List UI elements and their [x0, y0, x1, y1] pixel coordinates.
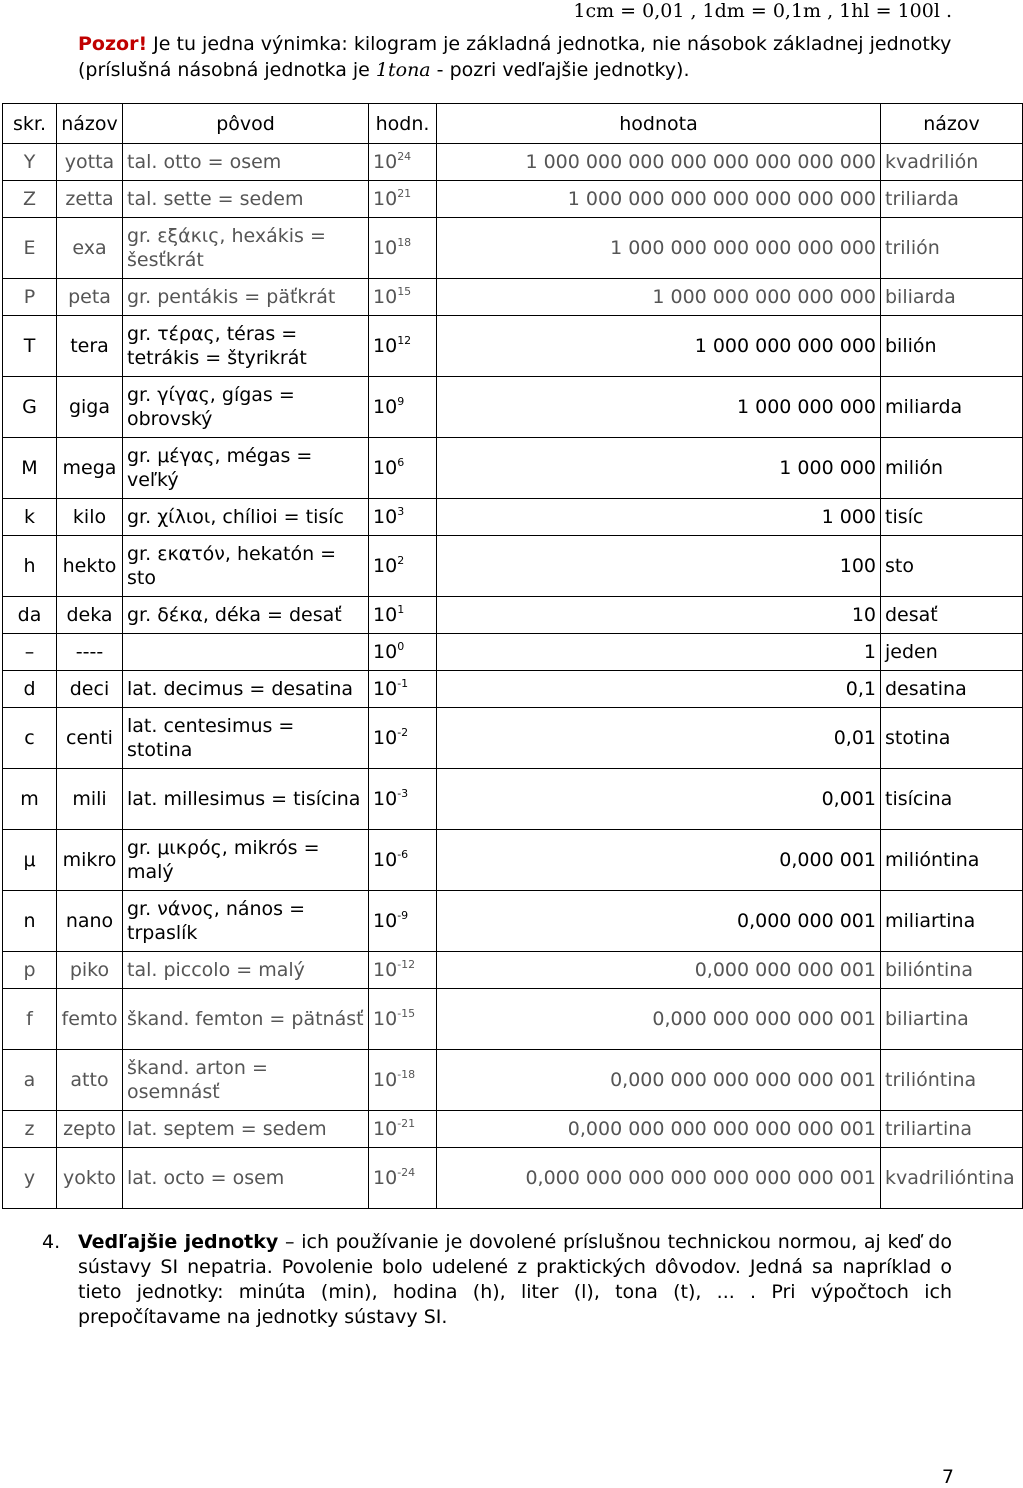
prefix-symbol: a — [3, 1050, 57, 1111]
prefix-exponent: 21 — [397, 187, 412, 200]
header-cell: pôvod — [123, 104, 369, 144]
prefix-word: tisíc — [881, 499, 1023, 536]
table-row — [3, 769, 1023, 830]
prefix-value: 1 000 000 000 000 000 000 — [437, 218, 881, 279]
header-cell: hodn. — [369, 104, 437, 144]
prefix-power: $10^{-15}$ — [369, 989, 437, 1050]
paragraph-text — [78, 1230, 952, 1330]
si-prefix-table — [2, 103, 1023, 1209]
prefix-name: yokto — [57, 1148, 123, 1209]
prefix-exponent: 2 — [397, 554, 405, 567]
prefix-name: peta — [57, 279, 123, 316]
paragraph-bold-heading: Vedľajšie jednotky — [78, 1231, 279, 1253]
prefix-origin: tal. otto = osem — [123, 144, 369, 181]
prefix-name: kilo — [57, 499, 123, 536]
prefix-value: 1 000 000 000 000 000 000 000 — [437, 181, 881, 218]
prefix-power: $10^{-6}$ — [369, 830, 437, 891]
table-row — [3, 316, 1023, 377]
prefix-value: 0,000 000 000 000 000 001 — [437, 1050, 881, 1111]
prefix-name: mega — [57, 438, 123, 499]
prefix-name: ---- — [57, 634, 123, 671]
prefix-symbol: da — [3, 597, 57, 634]
prefix-symbol: Y — [3, 144, 57, 181]
table-row — [3, 218, 1023, 279]
table-row — [3, 1111, 1023, 1148]
prefix-word: desatina — [881, 671, 1023, 708]
prefix-name: centi — [57, 708, 123, 769]
prefix-power: $10^{-21}$ — [369, 1111, 437, 1148]
prefix-exponent: -6 — [397, 848, 409, 861]
prefix-power: $10^{-3}$ — [369, 769, 437, 830]
table-row — [3, 536, 1023, 597]
prefix-exponent: 1 — [397, 603, 405, 616]
prefix-exponent: 3 — [397, 505, 405, 518]
prefix-power: $10^3$ — [369, 499, 437, 536]
prefix-value: 1 000 000 000 — [437, 377, 881, 438]
prefix-symbol: k — [3, 499, 57, 536]
prefix-origin: škand. arton = osemnásť — [123, 1050, 369, 1111]
notice-text-before: Je tu jedna výnimka: kilogram je základná jednotka, nie násobok základnej jednotky (príslušná násobná jednotka je — [78, 33, 952, 81]
prefix-origin: gr. εξάκις, hexákis = šesťkrát — [123, 218, 369, 279]
prefix-origin: gr. μικρός, mikrós = malý — [123, 830, 369, 891]
prefix-word: tisícina — [881, 769, 1023, 830]
prefix-exponent: -15 — [397, 1007, 416, 1020]
prefix-symbol: – — [3, 634, 57, 671]
table-row — [3, 438, 1023, 499]
prefix-origin: gr. εκατόν, hekatón = sto — [123, 536, 369, 597]
prefix-symbol: E — [3, 218, 57, 279]
table-row — [3, 708, 1023, 769]
prefix-name: giga — [57, 377, 123, 438]
prefix-exponent: 24 — [397, 150, 412, 163]
prefix-value: 0,1 — [437, 671, 881, 708]
table-header-row — [3, 104, 1023, 144]
notice-text-after: - pozri vedľajšie jednotky). — [430, 59, 690, 81]
prefix-symbol: p — [3, 952, 57, 989]
prefix-word: sto — [881, 536, 1023, 597]
prefix-origin: lat. centesimus = stotina — [123, 708, 369, 769]
table-row — [3, 1050, 1023, 1111]
prefix-value: 1 000 000 — [437, 438, 881, 499]
prefix-name: deka — [57, 597, 123, 634]
prefix-origin: lat. octo = osem — [123, 1148, 369, 1209]
prefix-symbol: T — [3, 316, 57, 377]
prefix-value: 0,000 001 — [437, 830, 881, 891]
table-row — [3, 499, 1023, 536]
prefix-power: $10^{15}$ — [369, 279, 437, 316]
prefix-symbol: M — [3, 438, 57, 499]
prefix-exponent: -2 — [397, 726, 409, 739]
prefix-exponent: -1 — [397, 677, 409, 690]
prefix-origin: lat. septem = sedem — [123, 1111, 369, 1148]
prefix-exponent: 18 — [397, 236, 412, 249]
prefix-origin: tal. sette = sedem — [123, 181, 369, 218]
prefix-value: 0,000 000 000 001 — [437, 952, 881, 989]
prefix-word: stotina — [881, 708, 1023, 769]
prefix-power: $10^{-24}$ — [369, 1148, 437, 1209]
prefix-symbol: Z — [3, 181, 57, 218]
prefix-word: trilióntina — [881, 1050, 1023, 1111]
prefix-power: $10^9$ — [369, 377, 437, 438]
prefix-value: 1 000 — [437, 499, 881, 536]
prefix-power: $10^{-12}$ — [369, 952, 437, 989]
table-row — [3, 1148, 1023, 1209]
prefix-word: milióntina — [881, 830, 1023, 891]
prefix-power: $10^6$ — [369, 438, 437, 499]
table-row — [3, 830, 1023, 891]
prefix-symbol: P — [3, 279, 57, 316]
prefix-exponent: -9 — [397, 909, 409, 922]
table-row — [3, 144, 1023, 181]
prefix-symbol: d — [3, 671, 57, 708]
prefix-name: zepto — [57, 1111, 123, 1148]
prefix-symbol: c — [3, 708, 57, 769]
prefix-origin: gr. νάνος, nános = trpaslík — [123, 891, 369, 952]
prefix-word: desať — [881, 597, 1023, 634]
prefix-value: 1 000 000 000 000 — [437, 316, 881, 377]
header-cell: názov — [57, 104, 123, 144]
prefix-power: $10^{-1}$ — [369, 671, 437, 708]
header-cell: názov — [881, 104, 1023, 144]
prefix-word: miliartina — [881, 891, 1023, 952]
prefix-origin: tal. piccolo = malý — [123, 952, 369, 989]
prefix-word: biliarda — [881, 279, 1023, 316]
prefix-power: $10^0$ — [369, 634, 437, 671]
notice-tona: 1tona — [375, 59, 431, 81]
prefix-name: zetta — [57, 181, 123, 218]
prefix-exponent: -3 — [397, 787, 409, 800]
conversion-formula: 1cm = 0,01 , 1dm = 0,1m , 1hl = 100l . — [573, 0, 952, 22]
prefix-origin: gr. γίγας, gígas = obrovský — [123, 377, 369, 438]
prefix-value: 0,000 000 000 000 000 000 001 — [437, 1111, 881, 1148]
prefix-name: mikro — [57, 830, 123, 891]
prefix-exponent: 0 — [397, 640, 405, 653]
prefix-power: $10^2$ — [369, 536, 437, 597]
prefix-exponent: -12 — [397, 958, 416, 971]
prefix-origin: gr. τέρας, téras = tetrákis = štyrikrát — [123, 316, 369, 377]
prefix-name: hekto — [57, 536, 123, 597]
prefix-word: biliartina — [881, 989, 1023, 1050]
prefix-power: $10^1$ — [369, 597, 437, 634]
paragraph-number: 4. — [42, 1231, 61, 1253]
prefix-value: 100 — [437, 536, 881, 597]
notice-warning-label: Pozor! — [78, 33, 148, 55]
prefix-power: $10^{12}$ — [369, 316, 437, 377]
table-row — [3, 377, 1023, 438]
table-row — [3, 279, 1023, 316]
prefix-symbol: G — [3, 377, 57, 438]
prefix-value: 0,001 — [437, 769, 881, 830]
table-row — [3, 597, 1023, 634]
prefix-word: miliarda — [881, 377, 1023, 438]
prefix-name: mili — [57, 769, 123, 830]
prefix-word: trilión — [881, 218, 1023, 279]
prefix-value: 1 000 000 000 000 000 000 000 000 — [437, 144, 881, 181]
prefix-name: nano — [57, 891, 123, 952]
prefix-power: $10^{-9}$ — [369, 891, 437, 952]
prefix-origin: škand. femton = pätnásť — [123, 989, 369, 1050]
prefix-name: piko — [57, 952, 123, 989]
notice-paragraph — [78, 31, 953, 83]
table-row — [3, 952, 1023, 989]
prefix-value: 0,000 000 000 000 000 000 000 001 — [437, 1148, 881, 1209]
prefix-origin: gr. δέκα, déka = desať — [123, 597, 369, 634]
table-row — [3, 181, 1023, 218]
prefix-exponent: 15 — [397, 285, 412, 298]
prefix-origin: gr. μέγας, mégas = veľký — [123, 438, 369, 499]
prefix-name: atto — [57, 1050, 123, 1111]
prefix-power: $10^{21}$ — [369, 181, 437, 218]
table-row — [3, 634, 1023, 671]
prefix-power: $10^{-18}$ — [369, 1050, 437, 1111]
prefix-symbol: μ — [3, 830, 57, 891]
prefix-origin: gr. χίλιοι, chílioi = tisíc — [123, 499, 369, 536]
prefix-value: 1 — [437, 634, 881, 671]
prefix-power: $10^{18}$ — [369, 218, 437, 279]
prefix-exponent: -24 — [397, 1166, 416, 1179]
prefix-value: 0,000 000 000 000 001 — [437, 989, 881, 1050]
prefix-symbol: m — [3, 769, 57, 830]
prefix-word: milión — [881, 438, 1023, 499]
prefix-exponent: -18 — [397, 1068, 416, 1081]
secondary-units-paragraph — [42, 1230, 952, 1330]
prefix-symbol: f — [3, 989, 57, 1050]
prefix-name: yotta — [57, 144, 123, 181]
table-row — [3, 989, 1023, 1050]
prefix-value: 10 — [437, 597, 881, 634]
prefix-word: triliarda — [881, 181, 1023, 218]
prefix-word: jeden — [881, 634, 1023, 671]
table-row — [3, 891, 1023, 952]
prefix-exponent: 12 — [397, 334, 412, 347]
prefix-origin: gr. pentákis = päťkrát — [123, 279, 369, 316]
prefix-name: tera — [57, 316, 123, 377]
prefix-value: 0,000 000 001 — [437, 891, 881, 952]
prefix-symbol: n — [3, 891, 57, 952]
prefix-symbol: y — [3, 1148, 57, 1209]
prefix-word: kvadrilióntina — [881, 1148, 1023, 1209]
page-number: 7 — [941, 1466, 954, 1488]
prefix-exponent: 6 — [397, 456, 405, 469]
prefix-origin — [123, 634, 369, 671]
prefix-origin: lat. decimus = desatina — [123, 671, 369, 708]
prefix-value: 1 000 000 000 000 000 — [437, 279, 881, 316]
prefix-word: triliartina — [881, 1111, 1023, 1148]
table-row — [3, 671, 1023, 708]
prefix-exponent: 9 — [397, 395, 405, 408]
prefix-word: kvadrilión — [881, 144, 1023, 181]
prefix-word: bilión — [881, 316, 1023, 377]
prefix-origin: lat. millesimus = tisícina — [123, 769, 369, 830]
prefix-symbol: z — [3, 1111, 57, 1148]
paragraph-body: – ich používanie je dovolené príslušnou technickou normou, aj keď do sústavy SI nepatria. Povolenie bolo udelené z praktických dôvodov. Jedná sa napríklad o tieto jednotky: minúta (min), hodina (h), liter (l), tona (t), ... . Pri výpočtoch ich prepočítavame na jednotky sústavy SI. — [78, 1231, 952, 1328]
header-cell: hodnota — [437, 104, 881, 144]
prefix-word: bilióntina — [881, 952, 1023, 989]
prefix-value: 0,01 — [437, 708, 881, 769]
prefix-power: $10^{24}$ — [369, 144, 437, 181]
prefix-power: $10^{-2}$ — [369, 708, 437, 769]
prefix-exponent: -21 — [397, 1117, 416, 1130]
header-cell: skr. — [3, 104, 57, 144]
prefix-name: femto — [57, 989, 123, 1050]
prefix-symbol: h — [3, 536, 57, 597]
prefix-name: deci — [57, 671, 123, 708]
prefix-name: exa — [57, 218, 123, 279]
